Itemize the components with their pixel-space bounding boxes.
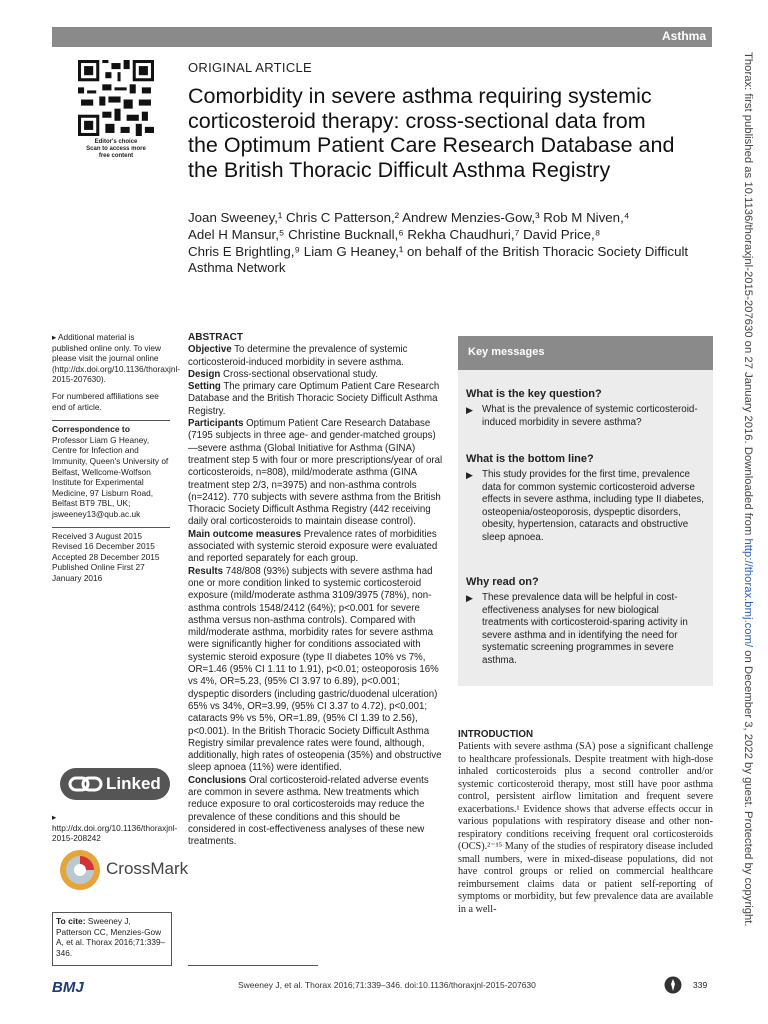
crossmark-label: CrossMark: [106, 859, 189, 878]
section-label: Objective: [188, 344, 232, 356]
section-text: Optimum Patient Care Research Database (7195 subjects in three age- and gender-matched groups)—severe asthma (Global Initiative for Asthma (GINA) treatment step 5 with four or more prescriptions/year of oral corticosteroids, n=808), mild/moderate asthma (GINA treatment step 2/3, n=3975) and non-asthma controls (n=2412). 770 subjects with severe asthma from the British Thoracic Society Difficult Asthma Registry (442 receiving daily oral corticosteroids to maintain disease control).: [188, 418, 443, 528]
introduction-text: Patients with severe asthma (SA) pose a significant challenge to healthcare professionals. Despite treatment with high-dose inhaled corticosteroids plus a second controller and/or systemic corticosteroid therapy, most still have poor asthma control, persistent airflow limitation and frequent severe exacerbations.¹ Evidence shows that adverse effects occur in various populations with respiratory disease and other non-respiratory conditions receiving frequent oral corticosteroids (OCS).²⁻¹⁵ Many of the studies of respiratory disease included small numbers, were in mixed-disease populations, did not have control groups or relied on commercial healthcare reimbursement claims data or patient self-reporting of symptoms or morbidity, but few prevalence data are available in a well-: [458, 741, 713, 915]
triangle-bullet-icon: ▶: [466, 593, 473, 603]
section-label: Design: [188, 368, 221, 380]
section-tag: Asthma: [661, 29, 706, 43]
author-list: [188, 210, 713, 277]
linked-badge[interactable]: [60, 768, 170, 800]
abstract-section: [188, 566, 443, 775]
key-message-text: This study provides for the first time, prevalence data for common systemic corticosteroid adverse effects in severe asthma, including type II diabetes, osteopenia/osteoporosis, dyspeptic disorders, obesity, hypertension, cataracts and obstructive sleep apnoea.: [482, 469, 705, 543]
author-line: Chris E Brightling,⁹ Liam G Heaney,¹ on behalf of the British Thoracic Society Difficult: [188, 243, 689, 259]
correspondence-heading: Correspondence to: [52, 424, 130, 435]
additional-material-note: ▸ Additional material is published online only. To view please visit the journal online (http://dx.doi.org/10.1136/thoraxjnl-2015-207630).: [52, 332, 181, 385]
section-label: Conclusions: [188, 774, 247, 786]
article-type: ORIGINAL ARTICLE: [188, 60, 313, 75]
key-messages-heading: Key messages: [468, 346, 545, 358]
section-text: Prevalence rates of morbidities associated with systemic steroid exposure were evaluated and reported separately for each group.: [188, 528, 438, 565]
qr-caption-line: free content: [98, 153, 134, 159]
section-label: Setting: [188, 381, 221, 393]
abstract-section: [188, 344, 443, 369]
footer-citation: Sweeney J, et al. Thorax 2016;71:339–346. doi:10.1136/thoraxjnl-2015-207630: [238, 980, 536, 990]
qr-code-icon: [78, 60, 154, 136]
bmj-logo: BMJ: [52, 979, 84, 996]
section-text: Oral corticosteroid-related adverse events are common in severe asthma. New treatments which reduce exposure to oral corticosteroids may reduce the prevalence of these conditions and this should be considered in cost-effectiveness analyses of these new treatments.: [188, 774, 429, 848]
linked-label: Linked: [106, 774, 161, 793]
divider: [52, 420, 170, 421]
notice-text: on December 3, 2022 by guest. Protected by copyright.: [742, 647, 754, 927]
introduction-heading: INTRODUCTION: [458, 729, 534, 740]
key-message-text: These prevalence data will be helpful in cost-effectiveness analyses for new biological treatments with corticosteroid-sparing activity in severe asthma and in identifying the need for systematic screening programmes in severe asthma.: [482, 592, 688, 666]
cite-text: Sweeney J, Patterson CC, Menzies-Gow A, et al. Thorax 2016;71:339–346.: [56, 916, 166, 958]
affiliations-note: For numbered affiliations see end of article.: [52, 390, 159, 412]
title-line: the British Thoracic Difficult Asthma Registry: [188, 157, 611, 182]
title-line: the Optimum Patient Care Research Database and: [188, 133, 675, 157]
journal-link[interactable]: http://thorax.bmj.com/: [742, 538, 754, 648]
section-text: 748/808 (93%) subjects with severe asthma had one or more condition linked to systemic corticosteroid exposure (mild/moderate asthma 3109/3975 (78%), non-asthma controls 1548/2412 (64%); p<0.001 for severe asthma versus non-asthma controls). Compared with mild/moderate asthma, morbidity rates for severe asthma were significantly higher for conditions associated with systemic steroid exposure (type II diabetes 10% vs 7%, OR=1.46 (95% CI 1.11 to 1.91), p<0.01; osteoporosis 16% vs 4%, OR=5.23, (95% CI 3.97 to 6.89), p<0.001; dyspeptic disorders (including gastric/duodenal ulceration) 65% vs 34%, OR=3.99, (95% CI 3.37 to 4.72), p<0.001; cataracts 9% vs 5%, OR=1.89, (95% CI 1.39 to 2.56), p<0.001). In the British Thoracic Society Difficult Asthma Registry similar prevalence rates were found, although, additionally, high rates of osteopenia (35%) and obstructive sleep apnoea (11%) were identified.: [188, 565, 442, 774]
chain-link-icon: [68, 775, 104, 793]
section-label: Participants: [188, 418, 244, 430]
key-message-text: What is the prevalence of systemic corticosteroid-induced morbidity in severe asthma?: [482, 404, 698, 428]
key-message-item: [466, 592, 706, 668]
sidebar-notes: [52, 332, 181, 583]
cite-box: [52, 912, 172, 966]
qr-caption-line: Scan to access more: [86, 146, 146, 152]
qr-caption-line: Editor's choice: [94, 139, 138, 145]
notice-text: Thorax: first published as 10.1136/thoraxjnl-2015-207630 on 27 January 2016. Downloaded from: [742, 52, 754, 539]
bottom-line-heading: What is the bottom line?: [466, 453, 594, 465]
key-question-heading: What is the key question?: [466, 388, 602, 400]
abstract-section: [188, 775, 443, 849]
triangle-bullet-icon: ▶: [466, 470, 473, 480]
abstract: [188, 332, 443, 848]
section-label: Main outcome measures: [188, 528, 302, 540]
correspondence-text: Professor Liam G Heaney, Centre for Infection and Immunity, Queen's University of Belfast, Wellcome-Wolfson Institute for Experimental Medicine, 97 Lisburn Road, Belfast BT9 7BL, UK; jsweeney13@qub.ac.uk: [52, 434, 169, 519]
author-line: Adel H Mansur,⁵ Christine Bucknall,⁶ Rekha Chaudhuri,⁷ David Price,⁸: [188, 226, 601, 242]
article-title: [188, 84, 708, 182]
triangle-bullet-icon: ▶: [466, 405, 473, 415]
abstract-section: [188, 369, 443, 381]
abstract-section: [188, 529, 443, 566]
title-line: Comorbidity in severe asthma requiring systemic: [188, 84, 652, 108]
crossmark-icon: [58, 848, 102, 892]
key-message-item: [466, 404, 706, 429]
footer-divider: [188, 965, 318, 966]
page-number: 339: [693, 980, 708, 990]
crossmark-badge[interactable]: [58, 848, 189, 897]
divider: [52, 527, 170, 528]
abstract-section: [188, 418, 443, 529]
abstract-section: [188, 381, 443, 418]
author-line: Joan Sweeney,¹ Chris C Patterson,² Andrew Menzies-Gow,³ Rob M Niven,⁴: [188, 210, 630, 225]
author-line: Asthma Network: [188, 260, 286, 276]
qr-caption: [72, 139, 160, 160]
key-messages-box: [458, 336, 713, 686]
publication-dates: Received 3 August 2015 Revised 16 December 2015 Accepted 28 December 2015 Published Online First 27 January 2016: [52, 530, 160, 583]
cite-label: To cite:: [56, 916, 86, 926]
section-label: Results: [188, 565, 223, 577]
abstract-heading: ABSTRACT: [188, 332, 243, 343]
section-text: The primary care Optimum Patient Care Research Database and the British Thoracic Society Difficult Asthma Registry.: [188, 381, 440, 417]
section-text: Cross-sectional observational study.: [220, 368, 378, 380]
download-notice: [738, 52, 762, 972]
linked-doi[interactable]: ▸ http://dx.doi.org/10.1136/thoraxjnl-2015-208242: [52, 812, 178, 844]
why-read-heading: Why read on?: [466, 576, 539, 588]
section-text: To determine the prevalence of systemic corticosteroid-induced morbidity in severe asthma.: [188, 344, 408, 368]
title-line: corticosteroid therapy: cross-sectional data from: [188, 108, 646, 133]
journal-seal-icon: [664, 976, 682, 994]
section-bar: [52, 27, 712, 47]
key-message-item: [466, 469, 706, 545]
key-messages-header: [458, 336, 713, 370]
